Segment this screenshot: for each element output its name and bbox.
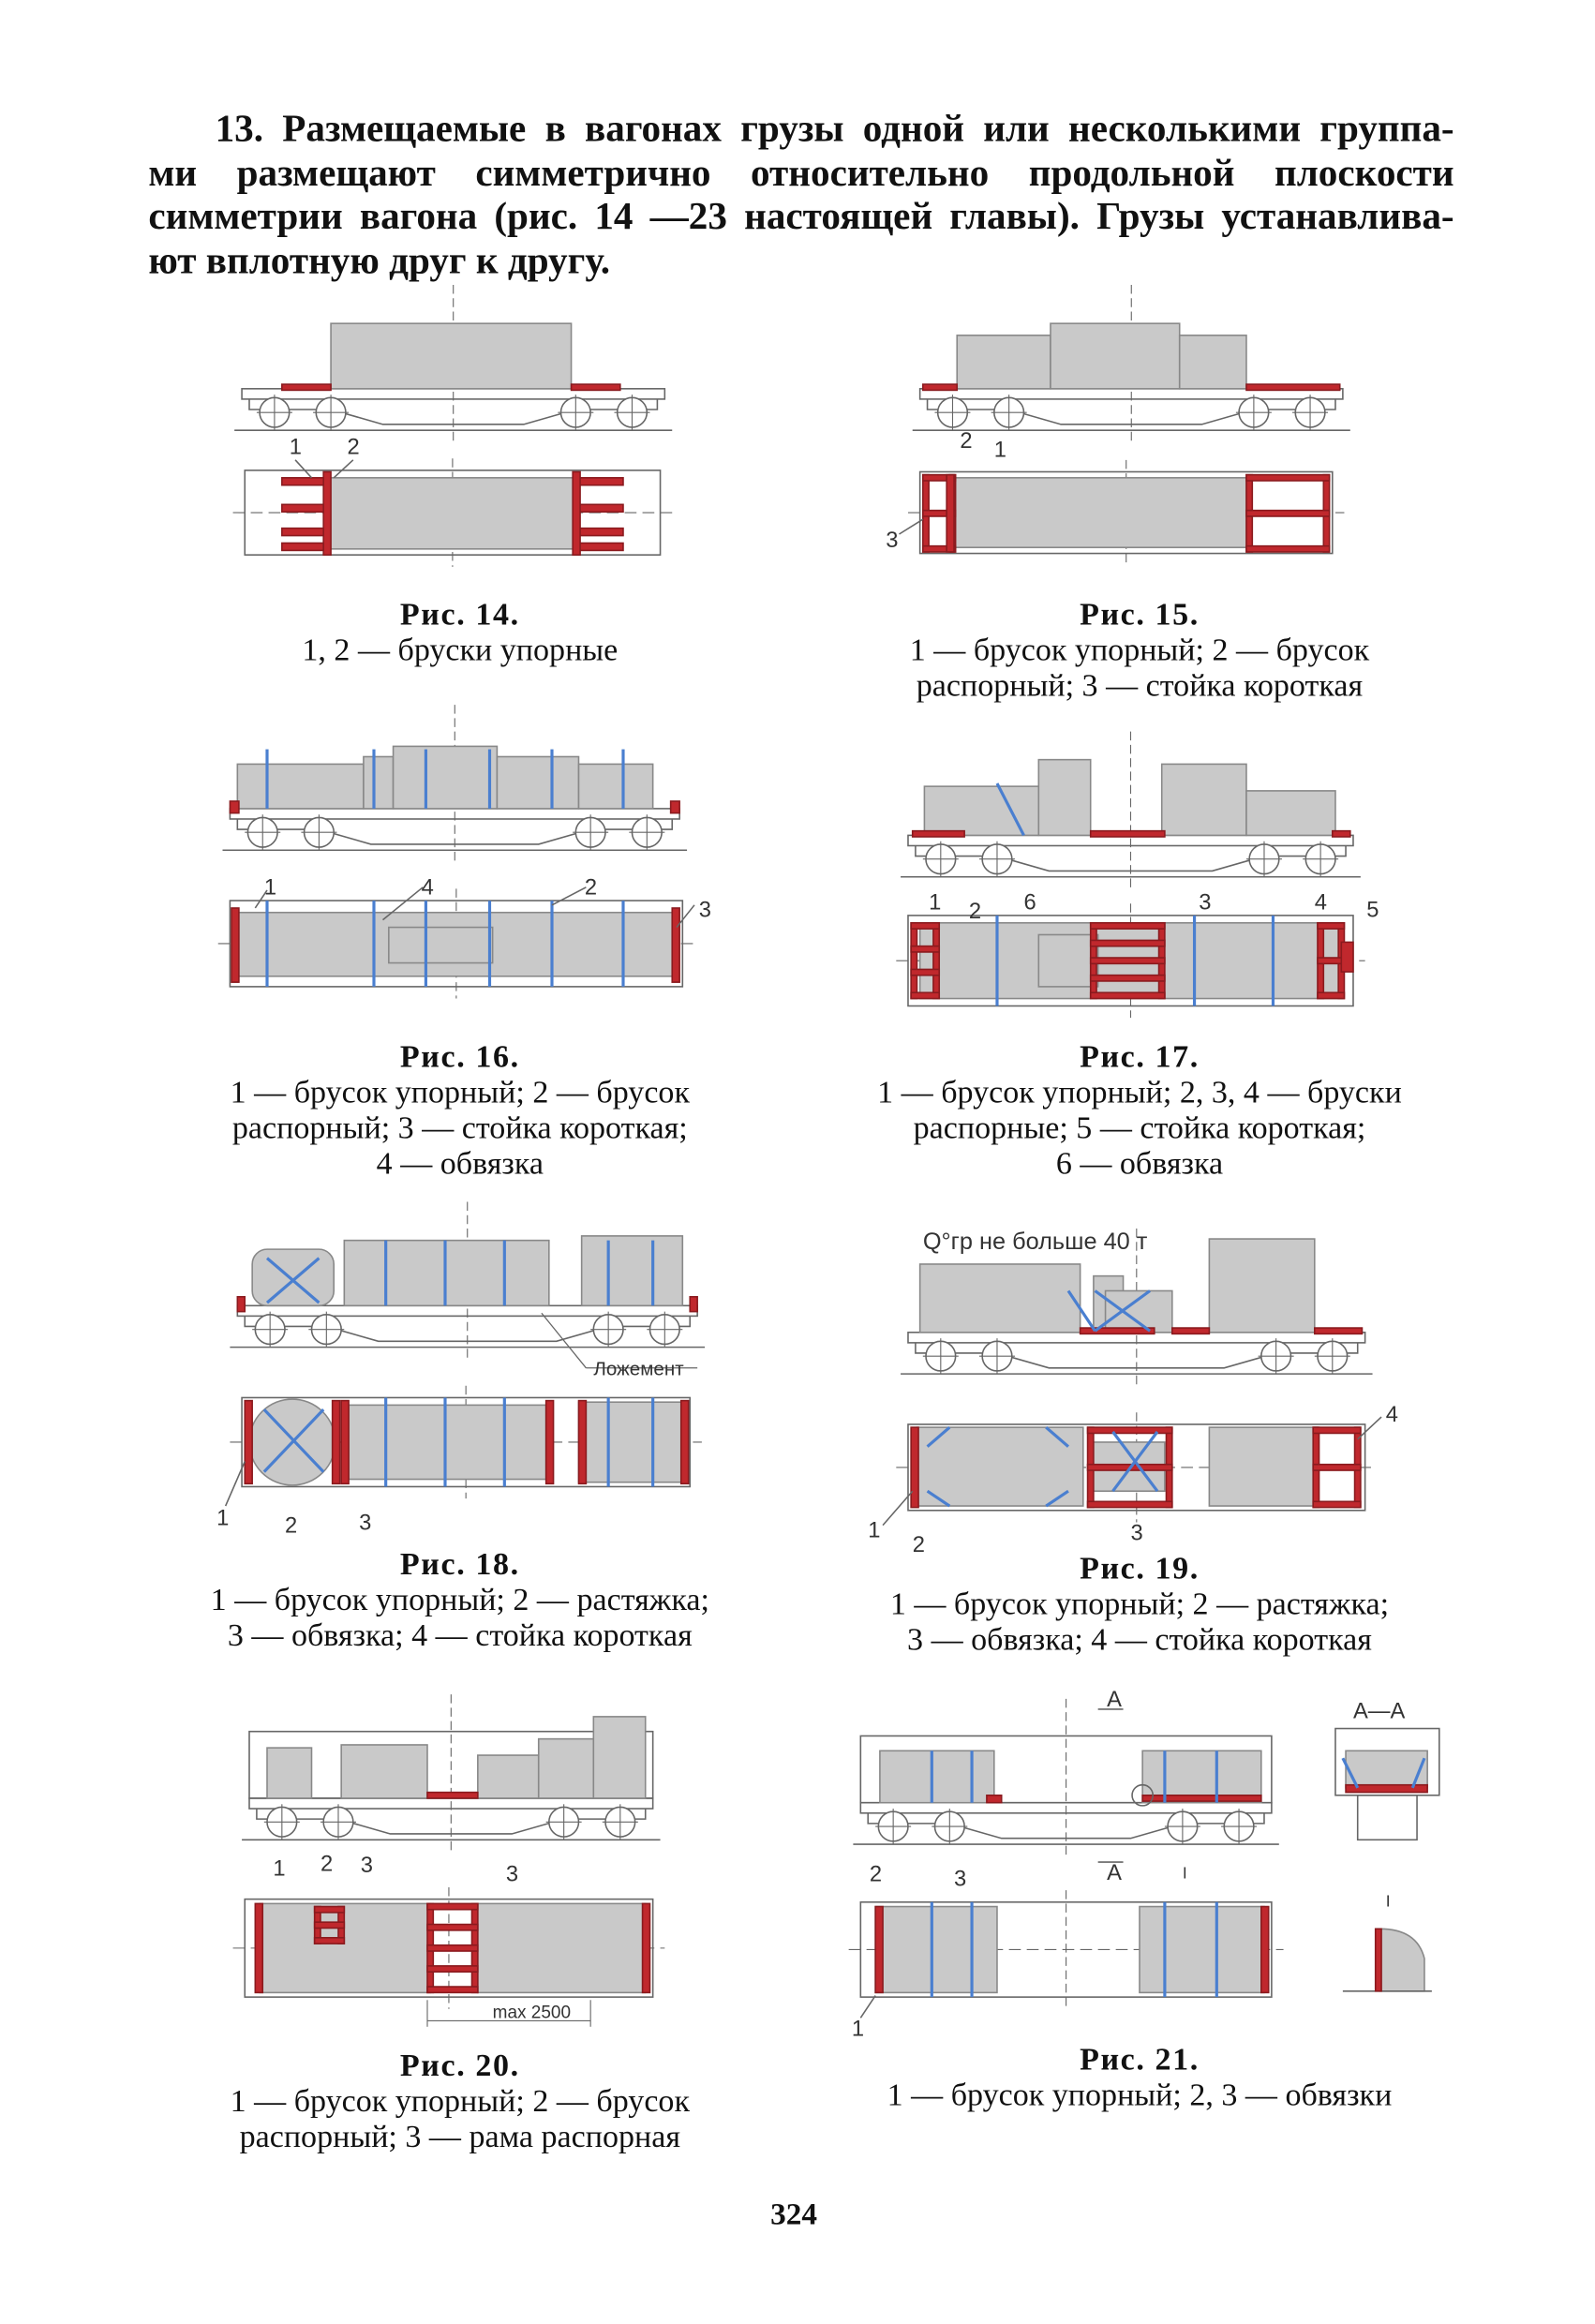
- fig14-label: 1: [289, 435, 302, 460]
- cargo-block: [1106, 1290, 1172, 1332]
- stop-bar: [1246, 546, 1330, 552]
- caption-text: 4 — обвязка: [376, 1145, 544, 1182]
- paragraph-line: ми размещают симметрично относительно продольной плоскости: [148, 150, 1454, 194]
- cargo-block: [344, 1241, 548, 1306]
- fig17-label: 2: [968, 900, 982, 925]
- cargo-block: [1038, 934, 1097, 986]
- stop-bar: [1091, 831, 1165, 837]
- cargo-block: [578, 1402, 682, 1482]
- stop-bar: [1246, 511, 1330, 516]
- cargo-block: [920, 1264, 1081, 1333]
- stop-bar: [875, 1907, 883, 1993]
- stop-bar: [578, 1401, 586, 1484]
- caption-title: Рис. 18.: [399, 1545, 520, 1582]
- caption-text: 1 — брусок упорный; 2 — брусок: [909, 632, 1370, 668]
- fig16-label: 1: [263, 875, 277, 901]
- stop-bar: [681, 1401, 689, 1484]
- caption-text: 1 — брусок упорный; 2 — брусок: [230, 1074, 691, 1110]
- caption-title: Рис. 14.: [399, 596, 520, 633]
- cargo-block: [478, 1903, 646, 1992]
- cylinder-cargo: [252, 1249, 334, 1305]
- cargo-block: [1209, 1427, 1318, 1506]
- stop-bar: [282, 504, 330, 512]
- stop-bar: [911, 923, 939, 929]
- stop-bar: [1313, 1465, 1361, 1470]
- stop-bar: [245, 1401, 252, 1484]
- cargo-block: [593, 1717, 645, 1798]
- stop-bar: [546, 1401, 554, 1484]
- stop-bar: [315, 1922, 345, 1928]
- cargo-block: [497, 756, 578, 808]
- caption-text: 3 — обвязка; 4 — стойка короткая: [227, 1616, 693, 1653]
- fig20-label: 3: [360, 1854, 373, 1879]
- stop-bar: [575, 529, 623, 536]
- cargo-block: [1209, 1239, 1314, 1333]
- fig21-label: 3: [954, 1867, 967, 1892]
- stop-bar: [690, 1297, 697, 1312]
- caption-title: Рис. 20.: [399, 2047, 520, 2083]
- fig15-label: 3: [886, 529, 899, 554]
- fig17-label: 5: [1366, 898, 1379, 923]
- cargo-block: [1038, 760, 1090, 836]
- cargo-block: [341, 1745, 427, 1798]
- stop-bar: [1318, 958, 1344, 963]
- cargo-block: [394, 746, 498, 808]
- cargo-block: [954, 478, 1246, 547]
- fig19-label: 3: [1130, 1521, 1143, 1546]
- caption-text: 1 — брусок упорный; 2 — растяжка;: [210, 1581, 709, 1617]
- stop-bar: [282, 529, 330, 536]
- stop-bar: [1318, 923, 1344, 929]
- stop-bar: [341, 1401, 349, 1484]
- fig20-caption: [119, 2048, 801, 2154]
- stop-bar: [1172, 1328, 1210, 1333]
- fig17-label: 6: [1023, 890, 1036, 916]
- section-aa-bogie: [1358, 1795, 1417, 1840]
- stop-bar: [911, 923, 917, 999]
- fig20-label: 3: [505, 1862, 519, 1887]
- stop-bar: [913, 831, 964, 837]
- fig21-detail-mark: I: [1385, 1891, 1391, 1911]
- fig19-label: 4: [1385, 1402, 1399, 1427]
- stop-bar: [1088, 1427, 1172, 1433]
- stop-bar: [643, 1903, 650, 1992]
- caption-text: распорный; 3 — стойка короткая;: [231, 1110, 688, 1146]
- caption-text: распорный; 3 — стойка короткая: [916, 667, 1364, 704]
- stop-bar: [1261, 1907, 1269, 1993]
- stop-bar: [1091, 940, 1165, 946]
- stop-bar: [573, 471, 580, 555]
- stop-bar: [231, 908, 239, 982]
- fig16-label: 4: [421, 875, 434, 901]
- cargo-block: [331, 323, 571, 389]
- caption-title: Рис. 17.: [1080, 1038, 1200, 1075]
- fig21-label: 2: [869, 1862, 883, 1887]
- caption-title: Рис. 19.: [1080, 1550, 1200, 1587]
- fig19-load-note: Q°гр не больше 40 т: [922, 1229, 1148, 1256]
- cargo-block: [364, 756, 394, 808]
- caption-title: Рис. 15.: [1080, 596, 1200, 633]
- cargo-block: [478, 1755, 539, 1798]
- paragraph-line: ют вплотную друг к другу.: [148, 238, 611, 282]
- stop-bar: [672, 908, 679, 982]
- cargo-block: [1180, 335, 1246, 389]
- stop-bar: [1081, 1328, 1155, 1333]
- stop-bar: [1313, 1501, 1361, 1507]
- caption-text: 1 — брусок упорный; 2, 3, 4 — бруски: [877, 1074, 1402, 1110]
- stop-bar: [923, 384, 957, 390]
- fig20-dimension: max 2500: [492, 2003, 572, 2023]
- fig21-section-mark: A: [1107, 1687, 1122, 1712]
- stop-bar: [575, 543, 623, 550]
- stop-bar: [427, 1945, 478, 1951]
- caption-title: Рис. 21.: [1080, 2041, 1200, 2078]
- stop-bar: [1246, 475, 1330, 481]
- fig19-label: 1: [868, 1518, 881, 1543]
- stop-bar: [947, 475, 954, 552]
- stop-bar: [1246, 384, 1340, 390]
- stop-bar: [255, 1903, 262, 1992]
- stop-bar: [282, 478, 330, 485]
- stop-bar: [427, 1793, 478, 1798]
- cargo-block: [1140, 1907, 1264, 1993]
- cargo-block: [1162, 764, 1246, 835]
- fig21-caption: [798, 2042, 1481, 2113]
- cargo-block: [267, 1748, 311, 1798]
- cargo-block: [578, 764, 652, 808]
- fig16-label: 2: [584, 875, 598, 901]
- stop-bar: [1318, 992, 1344, 998]
- fig17-label: 3: [1199, 890, 1212, 916]
- fig20-label: 2: [320, 1852, 334, 1877]
- cargo-block: [957, 335, 1051, 389]
- stop-bar: [575, 478, 623, 485]
- stop-bar: [282, 384, 331, 390]
- fig14-label: 2: [347, 435, 360, 460]
- cargo-block: [389, 928, 493, 963]
- fig21-section-mark: A: [1107, 1861, 1122, 1886]
- stop-bar: [572, 384, 620, 390]
- stop-bar: [933, 923, 939, 999]
- stop-bar: [1341, 942, 1353, 972]
- stop-bar: [282, 543, 330, 550]
- stop-bar: [671, 801, 679, 813]
- fig15-caption: [798, 596, 1481, 703]
- stop-bar: [911, 992, 939, 998]
- stop-bar: [987, 1795, 1002, 1803]
- stop-bar: [1088, 1501, 1172, 1507]
- caption-text: распорный; 3 — рама распорная: [239, 2118, 681, 2154]
- diagram-line: [860, 1996, 875, 2019]
- fig18-label: 1: [216, 1506, 230, 1531]
- cargo-block: [539, 1739, 594, 1798]
- stop-bar: [1091, 923, 1165, 929]
- fig21-detail-mark: I: [1182, 1863, 1187, 1883]
- caption-title: Рис. 16.: [399, 1038, 520, 1075]
- stop-bar: [1313, 1427, 1361, 1433]
- fig16-caption: [119, 1038, 801, 1181]
- caption-text: 1 — брусок упорный; 2 — брусок: [230, 2082, 691, 2119]
- fig18-label: 3: [359, 1511, 372, 1536]
- fig21-label: 1: [851, 2017, 865, 2042]
- stop-bar: [1315, 1328, 1363, 1333]
- stop-bar: [911, 1427, 918, 1507]
- stop-bar: [427, 1925, 478, 1930]
- stop-bar: [575, 504, 623, 512]
- cargo-block: [349, 1405, 546, 1479]
- stop-bar: [1142, 1795, 1261, 1801]
- fig19-label: 2: [912, 1533, 925, 1558]
- fig19-caption: [798, 1551, 1481, 1658]
- caption-text: 1 — брусок упорный; 2, 3 — обвязки: [887, 2077, 1393, 2113]
- fig14-caption: [119, 596, 801, 667]
- fig20-label: 1: [273, 1856, 286, 1882]
- cargo-block: [260, 1903, 430, 1992]
- stop-bar: [427, 1966, 478, 1972]
- cargo-block: [329, 478, 575, 549]
- fig15-label: 1: [993, 438, 1007, 463]
- stop-bar: [315, 1907, 345, 1913]
- stop-bar: [237, 1297, 245, 1312]
- cargo-block: [582, 1236, 683, 1305]
- caption-text: 3 — обвязка; 4 — стойка короткая: [907, 1621, 1372, 1658]
- caption-text: 1, 2 — бруски упорные: [302, 632, 619, 668]
- cargo-block: [1051, 323, 1180, 389]
- fig15-label: 2: [960, 429, 973, 454]
- stop-bar: [333, 1401, 340, 1484]
- fig17-label: 1: [929, 890, 942, 916]
- fig18-label: 2: [284, 1513, 298, 1539]
- paragraph-line: 13. Размещаемые в вагонах грузы одной или несколькими группа-: [215, 106, 1454, 150]
- cargo-block: [1246, 791, 1335, 835]
- page-number: 324: [770, 2196, 818, 2232]
- fig17-caption: [798, 1038, 1481, 1181]
- caption-text: 1 — брусок упорный; 2 — растяжка;: [889, 1586, 1390, 1622]
- stop-bar: [911, 946, 939, 952]
- caption-text: 6 — обвязка: [1055, 1145, 1224, 1182]
- cargo-block: [880, 1750, 994, 1802]
- stop-bar: [427, 1987, 478, 1992]
- stop-bar: [230, 801, 238, 813]
- stop-bar: [1333, 831, 1350, 837]
- stop-bar: [427, 1903, 478, 1909]
- fig18-caption: [119, 1546, 801, 1653]
- stop-bar: [1091, 992, 1165, 998]
- fig21-section-title: A—A: [1352, 1699, 1406, 1724]
- stop-bar: [315, 1938, 345, 1944]
- paragraph-line: симметрии вагона (рис. 14 —23 настоящей главы). Грузы устанавлива-: [148, 194, 1454, 238]
- cargo-block: [237, 764, 364, 808]
- stop-bar: [323, 471, 331, 555]
- stop-bar: [1376, 1929, 1381, 1990]
- fig16-label: 3: [698, 898, 711, 923]
- caption-text: распорные; 5 — стойка короткая;: [913, 1110, 1366, 1146]
- stop-bar: [1091, 976, 1165, 981]
- stop-bar: [911, 969, 939, 975]
- stop-bar: [1091, 958, 1165, 963]
- fig18-lozhement-label: Ложемент: [593, 1358, 684, 1380]
- detail-i-cargo: [1379, 1929, 1424, 1990]
- cargo-block: [875, 1907, 997, 1993]
- fig17-label: 4: [1314, 890, 1328, 916]
